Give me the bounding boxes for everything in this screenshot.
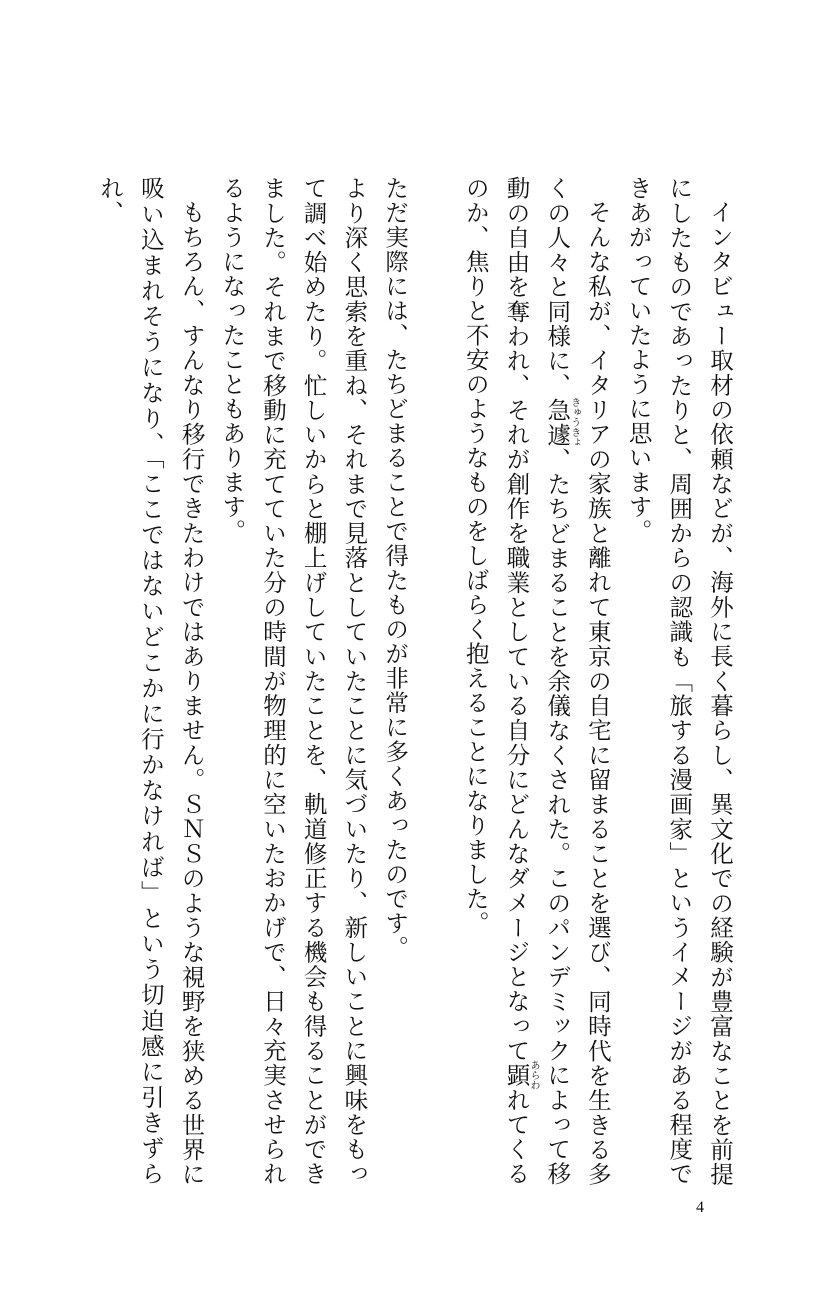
paragraph — [212, 176, 375, 1186]
ruby-reading: あらわ — [527, 1060, 539, 1091]
text-run: もちろん、すんなり移行できたわけではありません。ＳＮＳのような視野を狭める世界に吸い込まれそうになり、「ここではないどこかに行かなければ」という切迫感に引きずられ、 — [96, 176, 206, 1186]
paragraph — [618, 176, 740, 1186]
text-run: れてくるのか、焦りと不安のようなものをしばらく抱えることになりました。 — [461, 176, 531, 1187]
page-number: 4 — [696, 1199, 704, 1216]
text-run: 、たちどまることを余儀なくされた。このパンデミックによって移動の自由を奪われ、それが創作を職業としている自分にどんなダメージとなって — [502, 176, 572, 1187]
text-run: そんな私が、イタリアの家族と離れて東京の自宅に留まることを選び、同時代を生きる多くの人々と同様に、 — [543, 176, 612, 1186]
ruby-word — [543, 397, 580, 448]
ruby-base: 急遽 — [543, 397, 572, 448]
text-run: ただ実際には、たちどまることで得たものが非常に多くあったのです。 — [381, 176, 410, 960]
ruby-reading: きゅうきょ — [568, 397, 580, 448]
paragraph — [374, 176, 415, 1186]
text-run: インタビュー取材の依頼などが、海外に長く暮らし、異文化での経験が豊富なことを前提にしたものであったりと、周囲からの認識も「旅する漫画家」というイメージがある程度できあがっていたように思います。 — [624, 176, 734, 1186]
paragraph — [89, 176, 211, 1186]
ruby-word — [502, 1060, 539, 1091]
paragraph — [455, 176, 618, 1186]
ruby-base: 顕 — [502, 1060, 531, 1091]
text-run: より深く思索を重ね、それまで見落としていたことに気づいたり、新しいことに興味をもって調べ始めたり。忙しいからと棚上げしていたことを、軌道修正する機会も得ることができました。それまで移動に充てていた分の時間が物理的に空いたおかげで、日々充実させられるようになったこともあります。 — [218, 176, 369, 1187]
body-text — [89, 176, 740, 1186]
